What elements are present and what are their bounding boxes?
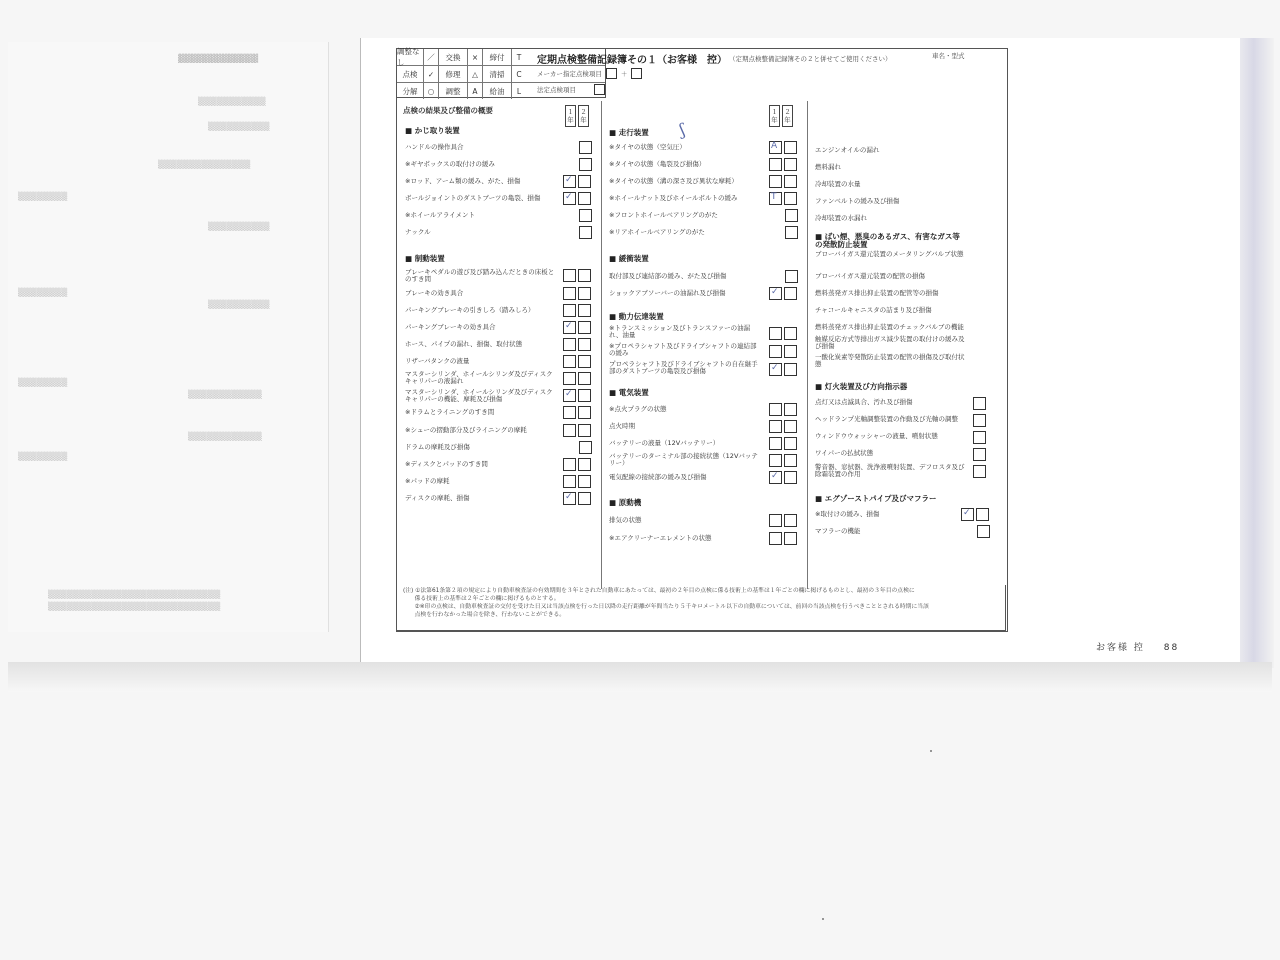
plus-sign: ＋ — [620, 70, 628, 78]
item-label: ナックル — [405, 228, 431, 236]
legend-symbol: △ — [468, 66, 483, 82]
item-label: ブレーキの効き具合 — [405, 289, 464, 297]
checkbox-group — [769, 141, 797, 154]
item-label: 燃料漏れ — [815, 163, 841, 171]
checkbox[interactable] — [784, 158, 797, 171]
item-label: ヘッドランプ光軸調整装置の作動及び光軸の調整 — [815, 415, 958, 423]
check-mark-icon: ✓ — [963, 508, 971, 518]
checkbox[interactable] — [563, 475, 576, 488]
checkbox[interactable] — [784, 141, 797, 154]
checkbox-group — [563, 321, 591, 334]
item-label: ※リアホイールベアリングのがた — [609, 228, 705, 236]
checkbox-group — [579, 226, 592, 239]
item-label: マスターシリンダ、ホイールシリンダ及びディスクキャリパーの液漏れ — [405, 370, 553, 385]
legend-symbol: A — [468, 83, 483, 99]
checkbox-group — [563, 389, 591, 402]
item-label: 警音器、窓拭器、洗浄液噴射装置、デフロスタ及び除霜装置の作用 — [815, 463, 965, 478]
legend-symbol: ○ — [424, 83, 439, 99]
legend-label: 清掃 — [483, 66, 512, 82]
section-title-brake: ■ 制動装置 — [405, 254, 445, 263]
item-label: ブレーキペダルの遊び及び踏み込んだときの床板とのすき間 — [405, 268, 555, 283]
item-label: エンジンオイルの漏れ — [815, 146, 880, 154]
item-label: ※タイヤの状態（亀裂及び損傷） — [609, 160, 706, 168]
checkbox[interactable] — [563, 269, 576, 282]
item-label: 電気配線の接続部の緩み及び損傷 — [609, 473, 707, 481]
checkbox[interactable] — [784, 471, 797, 484]
checkbox-group — [769, 437, 797, 450]
checkbox[interactable] — [579, 141, 592, 154]
checkbox[interactable] — [578, 321, 591, 334]
adjust-mark-icon: A — [771, 141, 778, 151]
item-label: ※パッドの摩耗 — [405, 477, 450, 485]
checkbox-group — [973, 397, 986, 410]
checkbox[interactable] — [973, 431, 986, 444]
legend-label: 点検 — [397, 66, 424, 82]
item-label: ※プロペラシャフト及びドライブシャフトの連結部の緩み — [609, 342, 757, 357]
checkbox[interactable] — [769, 287, 782, 300]
checkbox-group — [769, 420, 797, 433]
checkbox-group — [769, 514, 797, 527]
item-label: パーキングブレーキの引きしろ（踏みしろ） — [405, 306, 535, 314]
checkbox[interactable] — [579, 209, 592, 222]
year-headers — [565, 105, 589, 127]
checkbox[interactable] — [784, 403, 797, 416]
checkbox[interactable] — [784, 437, 797, 450]
legend-label: 交換 — [439, 49, 468, 65]
checkbox-group — [973, 448, 986, 461]
check-mark-icon: ✓ — [565, 192, 573, 202]
checkbox-group — [563, 492, 591, 505]
item-label: ※取付けの緩み、損傷 — [815, 510, 880, 518]
checkbox-group — [769, 175, 797, 188]
checkbox[interactable] — [785, 226, 798, 239]
item-label: ホース、パイプの漏れ、損傷、取付状態 — [405, 340, 523, 348]
legend-label: 分解 — [397, 83, 424, 99]
legend-label: 締付 — [483, 49, 512, 65]
checkbox[interactable] — [769, 403, 782, 416]
item-label: ※ロッド、アーム類の緩み、がた、損傷 — [405, 177, 521, 185]
item-label: バッテリーの液量（12Vバッテリー） — [609, 439, 720, 447]
section-title-drivetrain: ■ 動力伝達装置 — [609, 312, 664, 321]
item-label: ※タイヤの状態（溝の深さ及び異状な摩耗） — [609, 177, 738, 185]
check-mark-icon: ✓ — [565, 389, 573, 399]
checkbox-group — [769, 345, 797, 358]
checkbox-group — [563, 475, 591, 488]
checkbox-group — [769, 363, 797, 376]
checkbox[interactable] — [769, 437, 782, 450]
checkbox[interactable] — [578, 424, 591, 437]
checkbox[interactable] — [579, 441, 592, 454]
checkbox-group — [579, 441, 592, 454]
checkbox[interactable] — [769, 420, 782, 433]
left-page-ghost: ▓▓▓▓▓▓▓▓▓▓▓▓▓ ▒▒▒▒▒▒▒▒▒▒▒ ▒▒▒▒▒▒▒▒▒▒ ▒▒▒▒▒▒▒▒▒▒▒▒▒▒▒ ▒▒▒▒▒▒▒▒▒▒ ▒▒▒▒▒▒▒▒▒▒ ▒▒▒▒▒▒▒▒▒▒▒▒ ▒▒▒▒▒▒▒▒▒▒▒▒ ▒▒▒▒▒▒▒▒ ▒▒▒▒▒▒▒▒ ▒▒▒▒▒▒▒▒ ▒▒▒▒▒▒▒▒ ▒▒▒▒▒▒▒▒▒▒▒▒▒▒▒▒▒▒▒▒▒▒▒▒▒▒▒▒ ▒▒▒▒▒▒▒▒▒▒▒▒▒▒▒▒▒▒▒▒▒▒▒▒▒▒▒▒ — [8, 42, 329, 632]
checkbox[interactable] — [769, 327, 782, 340]
item-label: ※シューの摺動部分及びライニングの摩耗 — [405, 426, 527, 434]
checkbox-group — [769, 287, 797, 300]
check-mark-icon: ✓ — [565, 175, 573, 185]
legend-label: 調整 — [439, 83, 468, 99]
section-title-emission: ■ ばい煙、悪臭のあるガス、有害なガス等の発散防止装置 — [815, 232, 960, 249]
item-label: 一酸化炭素等発散防止装置の配管の損傷及び取付状態 — [815, 353, 965, 368]
checkbox[interactable] — [578, 355, 591, 368]
checkbox[interactable] — [563, 304, 576, 317]
item-label: 燃料蒸発ガス排出抑止装置の配管等の損傷 — [815, 289, 939, 297]
checkbox[interactable] — [563, 458, 576, 471]
checkbox[interactable] — [563, 175, 576, 188]
torque-mark-icon: T — [771, 192, 777, 202]
checkbox[interactable] — [784, 532, 797, 545]
checkbox[interactable] — [563, 355, 576, 368]
maker-items-label: メーカー指定点検項目 — [537, 70, 602, 78]
checkbox[interactable] — [784, 192, 797, 205]
item-label: ※ギヤボックスの取付けの緩み — [405, 160, 495, 168]
checkbox[interactable] — [784, 175, 797, 188]
checkbox-group — [563, 424, 591, 437]
checkbox[interactable] — [563, 406, 576, 419]
scan-speck — [930, 750, 932, 752]
checkbox[interactable] — [578, 304, 591, 317]
item-label: 排気の状態 — [609, 516, 642, 524]
item-label: ※ホイールアライメント — [405, 211, 476, 219]
checkbox[interactable] — [784, 345, 797, 358]
checkbox[interactable] — [563, 372, 576, 385]
checkbox-group — [769, 403, 797, 416]
maker-items-line — [537, 68, 642, 79]
book-edge — [1240, 38, 1274, 668]
checkbox-group — [977, 525, 990, 538]
item-label: 点火時期 — [609, 422, 635, 430]
year-1-header: １年 — [769, 105, 780, 127]
checkbox[interactable] — [579, 226, 592, 239]
column-emission-lights — [807, 101, 1007, 589]
item-label: バッテリーのターミナル部の接続状態（12Vバッテリー） — [609, 452, 758, 467]
page-number: 88 — [1163, 643, 1180, 653]
checkbox-group — [785, 226, 798, 239]
inspection-form — [396, 48, 1008, 632]
checkbox[interactable] — [769, 345, 782, 358]
year-1-header: １年 — [565, 105, 576, 127]
column-steering-brake — [397, 101, 602, 589]
form-title: 定期点検整備記録簿その１（お客様 控） — [537, 55, 727, 66]
checkbox[interactable] — [784, 514, 797, 527]
checkbox[interactable] — [578, 338, 591, 351]
item-label: ショックアブソーバーの油漏れ及び損傷 — [609, 289, 726, 297]
page-shadow — [8, 662, 1272, 692]
checkbox[interactable] — [769, 471, 782, 484]
checkbox[interactable] — [579, 158, 592, 171]
year-headers — [769, 105, 793, 127]
item-label: ※トランスミッション及びトランスファーの油漏れ、油量 — [609, 324, 751, 339]
checkbox-group — [579, 158, 592, 171]
item-label: ※エアクリーナーエレメントの状態 — [609, 534, 712, 542]
check-mark-icon: ✓ — [565, 492, 573, 502]
legend-label: 給油 — [483, 83, 512, 99]
legend-symbol: T — [516, 52, 522, 62]
checkbox[interactable] — [977, 525, 990, 538]
check-mark-icon: ✓ — [565, 321, 573, 331]
checkbox[interactable] — [578, 175, 591, 188]
legend-symbol: ✓ — [424, 66, 439, 82]
checkbox[interactable] — [961, 508, 974, 521]
checkbox-group — [563, 192, 591, 205]
checkbox-group — [563, 338, 591, 351]
section-title-engine: ■ 原動機 — [609, 498, 642, 507]
checkbox[interactable] — [784, 327, 797, 340]
checkbox[interactable] — [769, 514, 782, 527]
legend-symbol: L — [516, 86, 522, 96]
checkbox-group — [961, 508, 989, 521]
checkbox[interactable] — [563, 424, 576, 437]
item-label: プロペラシャフト及びドライブシャフトの自在継手部のダストブーツの亀裂及び損傷 — [609, 360, 758, 375]
legal-items-line — [537, 84, 605, 95]
checkbox[interactable] — [563, 321, 576, 334]
checkbox[interactable] — [784, 420, 797, 433]
checkbox-group — [563, 175, 591, 188]
section-title-electrical: ■ 電気装置 — [609, 388, 649, 397]
checkbox-group — [563, 355, 591, 368]
form-title-note: （定期点検整備記録簿その２と併せてご使用ください） — [729, 55, 892, 63]
legend-symbol: C — [516, 69, 522, 79]
check-mark-icon: ✓ — [771, 471, 779, 481]
checkbox-group — [579, 209, 592, 222]
checkbox[interactable] — [785, 209, 798, 222]
item-label: ブローバイガス還元装置の配管の損傷 — [815, 272, 925, 280]
summary-heading: 点検の結果及び整備の概要 — [403, 106, 493, 115]
section-title-running: ■ 走行装置 — [609, 128, 649, 137]
checkbox-group — [563, 372, 591, 385]
section-title-lights: ■ 灯火装置及び方向指示器 — [815, 382, 908, 391]
legal-items-checkbox[interactable] — [594, 84, 605, 95]
column-running-electrical — [601, 101, 808, 589]
checkbox[interactable] — [578, 458, 591, 471]
item-label: 冷却装置の水量 — [815, 180, 861, 188]
checkbox-group — [563, 269, 591, 282]
item-label: ※フロントホイールベアリングのがた — [609, 211, 718, 219]
item-label: ※ディスクとパッドのすき間 — [405, 460, 488, 468]
checkbox[interactable] — [973, 465, 986, 478]
item-label: ※ドラムとライニングのすき間 — [405, 408, 495, 416]
item-label: ※ホイールナット及びホイールボルトの緩み — [609, 194, 738, 202]
check-mark-icon: ✓ — [771, 363, 779, 373]
item-label: ディスクの摩耗、損傷 — [405, 494, 470, 502]
checkbox[interactable] — [578, 389, 591, 402]
legal-items-label: 法定点検項目 — [537, 86, 576, 94]
page-footer — [1096, 640, 1179, 653]
scan-speck — [822, 918, 824, 920]
checkbox-group — [973, 465, 986, 478]
checkbox[interactable] — [973, 448, 986, 461]
checkbox-group — [563, 287, 591, 300]
checkbox[interactable] — [769, 192, 782, 205]
item-label: リザーバタンクの液量 — [405, 357, 470, 365]
item-label: ハンドルの操作具合 — [405, 143, 464, 151]
item-label: ブローバイガス還元装置のメータリングバルブ状態 — [815, 250, 964, 258]
legend-symbol: ／ — [424, 49, 439, 65]
checkbox-group — [785, 270, 798, 283]
checkbox[interactable] — [578, 287, 591, 300]
checkbox[interactable] — [563, 287, 576, 300]
checkbox-group — [769, 454, 797, 467]
item-label: ボールジョイントのダストブーツの亀裂、損傷 — [405, 194, 541, 202]
checkbox[interactable] — [769, 454, 782, 467]
checkbox-group — [769, 327, 797, 340]
checkbox[interactable] — [578, 192, 591, 205]
section-title-steering: ■ かじ取り装置 — [405, 126, 460, 135]
checkbox-group — [973, 431, 986, 444]
checkbox[interactable] — [973, 414, 986, 427]
item-label: 触媒反応方式等排出ガス減少装置の取付けの緩み及び損傷 — [815, 335, 965, 350]
footnote-line: (注) ①法第61条第２項の規定により自動車検査証の有効期間を３年とされた自動車にあたっては、最初の２年目の点検に係る技術上の基準は１年ごとの欄に掲げるものとし、最初の３年目の点検に — [403, 588, 915, 594]
handwritten-mark-icon: ʃ — [677, 119, 687, 140]
legend-symbol: × — [468, 49, 483, 65]
year-2-header: ２年 — [578, 105, 589, 127]
item-label: ドラムの摩耗及び損傷 — [405, 443, 470, 451]
checkbox-group — [563, 458, 591, 471]
item-label: ワイパーの払拭状態 — [815, 449, 874, 457]
footnote — [396, 585, 1006, 631]
legend-label: 調整なし — [397, 49, 424, 65]
legend-label: 修理 — [439, 66, 468, 82]
item-label: ※タイヤの状態（空気圧） — [609, 143, 686, 151]
checkbox[interactable] — [769, 141, 782, 154]
checkbox[interactable] — [769, 158, 782, 171]
checkbox[interactable] — [578, 372, 591, 385]
footnote-line: 点検を行わなかった場合を除き、行わないことができる。 — [403, 612, 566, 618]
checkbox[interactable] — [769, 363, 782, 376]
checkbox-group — [785, 209, 798, 222]
checkbox[interactable] — [973, 397, 986, 410]
item-label: チャコールキャニスタの詰まり及び損傷 — [815, 306, 932, 314]
checkbox[interactable] — [578, 475, 591, 488]
checkbox[interactable] — [563, 389, 576, 402]
checkbox[interactable] — [769, 175, 782, 188]
checkbox[interactable] — [563, 492, 576, 505]
checkbox[interactable] — [578, 492, 591, 505]
section-title-suspension: ■ 緩衝装置 — [609, 254, 649, 263]
item-label: マフラーの機能 — [815, 527, 861, 535]
checkbox[interactable] — [769, 532, 782, 545]
checkbox[interactable] — [563, 192, 576, 205]
maker-items-checkbox[interactable] — [606, 68, 617, 79]
section-title-exhaust: ■ エグゾーストパイプ及びマフラー — [815, 494, 937, 503]
checkbox-group — [563, 304, 591, 317]
item-label: ※点火プラグの状態 — [609, 405, 667, 413]
checkbox[interactable] — [784, 454, 797, 467]
checkbox-group — [769, 471, 797, 484]
checkbox-group — [769, 158, 797, 171]
item-label: ファンベルトの緩み及び損傷 — [815, 197, 900, 205]
item-label: 点灯又は点滅具合、汚れ及び損傷 — [815, 398, 913, 406]
year-2-header: ２年 — [782, 105, 793, 127]
checkbox[interactable] — [563, 338, 576, 351]
checkbox-group — [579, 141, 592, 154]
checkbox[interactable] — [976, 508, 989, 521]
checkbox-group — [563, 406, 591, 419]
item-label: 取付部及び連結部の緩み、がた及び損傷 — [609, 272, 727, 280]
item-label: 燃料蒸発ガス排出抑止装置のチェックバルブの機能 — [815, 323, 964, 331]
checkbox-group — [769, 192, 797, 205]
checkbox-group — [769, 532, 797, 545]
footnote-line: 係る技術上の基準は２年ごとの欄に掲げるものとする。 — [403, 596, 560, 602]
item-label: ウィンドウウォッシャーの液量、噴射状態 — [815, 432, 938, 440]
checkbox-group — [973, 414, 986, 427]
page-label: お客様 控 — [1096, 643, 1145, 653]
footnote-line: ②※印の点検は、自動車検査証の交付を受けた日又は当該点検を行った日以降の走行距離が年間当たり５千キロメートル以下の自動車については、前回の当該点検を行うべきこととされる時期に当該 — [403, 604, 929, 610]
checkbox[interactable] — [785, 270, 798, 283]
car-model-label: 車名・型式 — [932, 52, 965, 60]
checkbox[interactable] — [784, 363, 797, 376]
item-label: 冷却装置の水漏れ — [815, 214, 867, 222]
checkbox[interactable] — [578, 406, 591, 419]
check-mark-icon: ✓ — [771, 287, 779, 297]
item-label: パーキングブレーキの効き具合 — [405, 323, 496, 331]
item-label: マスターシリンダ、ホイールシリンダ及びディスクキャリパーの機能、摩耗及び損傷 — [405, 388, 553, 403]
maker-items-checkbox[interactable] — [631, 68, 642, 79]
checkbox[interactable] — [784, 287, 797, 300]
checkbox[interactable] — [578, 269, 591, 282]
